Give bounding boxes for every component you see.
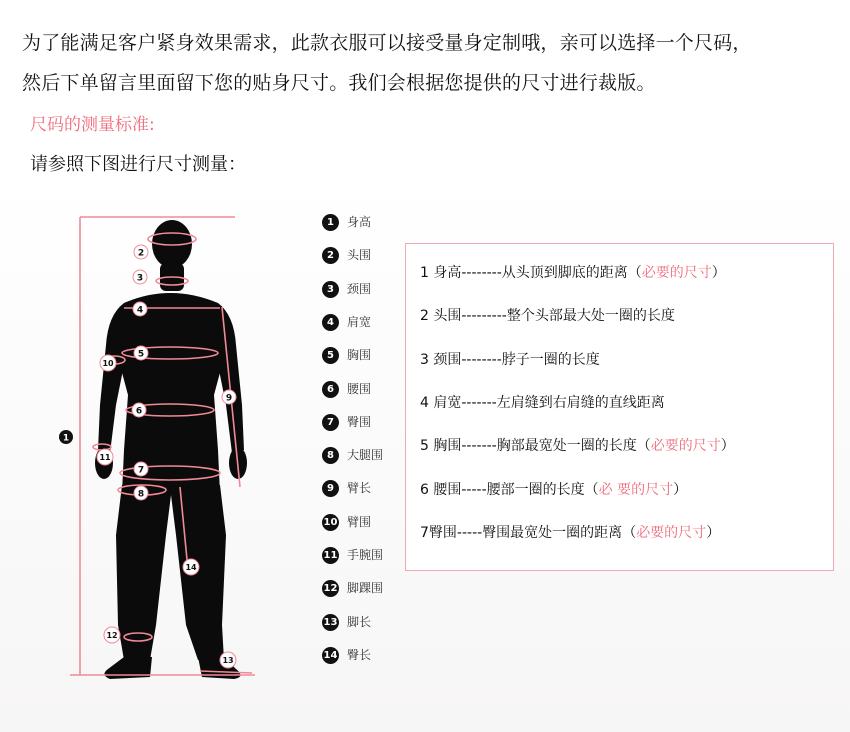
svg-text:14: 14 xyxy=(185,563,197,572)
definition-row xyxy=(420,305,675,325)
required-note: 必要的尺寸 xyxy=(636,524,707,541)
legend-number-badge: 14 xyxy=(322,647,339,664)
legend-item xyxy=(322,579,383,599)
required-open-paren: （ xyxy=(636,438,651,455)
required-close-paren: ） xyxy=(720,438,735,455)
svg-text:10: 10 xyxy=(102,359,114,368)
required-close-paren: ） xyxy=(706,524,721,541)
legend-label: 头围 xyxy=(347,248,372,263)
svg-text:4: 4 xyxy=(136,305,144,316)
svg-text:12: 12 xyxy=(106,631,118,640)
legend-item xyxy=(322,380,371,400)
legend-number-badge: 1 xyxy=(322,214,339,231)
required-note: 必 要的尺寸 xyxy=(598,481,674,498)
legend-item xyxy=(322,513,371,533)
definition-dashes: ----- xyxy=(456,524,483,541)
measure-standard-label: 尺码的测量标准: xyxy=(30,115,155,135)
reference-note: 请参照下图进行尺寸测量： xyxy=(30,154,246,175)
legend-number-badge: 11 xyxy=(322,547,339,564)
legend-label: 手腕围 xyxy=(347,548,384,562)
definition-dashes: --------- xyxy=(461,308,507,325)
definition-text: 整个头部最大处一圈的长度 xyxy=(506,308,675,325)
legend-label: 臂围 xyxy=(347,514,372,529)
definition-text: 胸部最宽处一圈的长度 xyxy=(496,438,637,455)
required-note: 必要的尺寸 xyxy=(641,265,712,281)
definition-text: 腰部一圈的长度 xyxy=(486,481,585,498)
legend-label: 臀围 xyxy=(347,414,372,429)
definition-term: 3 颈围 xyxy=(420,351,462,368)
definition-dashes: -------- xyxy=(461,351,502,368)
required-open-paren: （ xyxy=(622,524,637,541)
legend-label: 身高 xyxy=(347,215,372,229)
legend-item xyxy=(322,313,371,333)
definition-dashes: ----- xyxy=(461,481,487,498)
svg-text:11: 11 xyxy=(99,453,111,462)
legend-item xyxy=(322,246,371,266)
definition-text: 从头顶到脚底的距离 xyxy=(501,265,628,281)
legend-label: 颈围 xyxy=(347,281,372,296)
definition-term: 2 头围 xyxy=(420,308,462,325)
legend-label: 臀长 xyxy=(347,647,372,662)
svg-text:9: 9 xyxy=(225,393,233,404)
definition-row xyxy=(420,435,735,455)
legend-item xyxy=(322,479,371,499)
required-note: 必要的尺寸 xyxy=(650,438,721,455)
definition-term: 7臀围 xyxy=(420,524,457,541)
legend-number-badge: 9 xyxy=(322,480,339,497)
required-open-paren: （ xyxy=(584,481,599,498)
legend-label: 肩宽 xyxy=(347,314,372,329)
legend-item xyxy=(322,213,371,233)
intro-line-1: 为了能满足客户紧身效果需求，此款衣服可以接受量身定制哦，亲可以选择一个尺码， xyxy=(22,32,752,54)
body-measurement-figure xyxy=(40,205,280,695)
svg-text:8: 8 xyxy=(137,489,145,500)
legend-item xyxy=(322,346,371,366)
legend-label: 脚踝围 xyxy=(347,581,384,596)
legend-number-badge: 10 xyxy=(322,514,339,531)
legend-item xyxy=(322,413,371,433)
legend-item xyxy=(322,646,371,666)
definition-row xyxy=(420,479,687,499)
body-silhouette xyxy=(95,220,247,679)
definition-dashes: ------- xyxy=(461,438,497,455)
definition-dashes: ------- xyxy=(461,394,497,411)
definition-term: 6 腰围 xyxy=(420,481,462,498)
legend-item xyxy=(322,546,383,566)
legend-number-badge: 12 xyxy=(322,580,339,597)
legend-number-badge: 8 xyxy=(322,447,339,464)
required-open-paren: （ xyxy=(627,265,642,281)
definition-term: 1 身高 xyxy=(420,265,462,281)
legend-number-badge: 3 xyxy=(322,281,339,298)
svg-text:2: 2 xyxy=(137,248,145,259)
definition-row xyxy=(420,262,726,282)
required-close-paren: ） xyxy=(673,481,688,498)
svg-text:7: 7 xyxy=(137,465,145,476)
legend-number-badge: 7 xyxy=(322,414,339,431)
required-close-paren: ） xyxy=(711,265,726,281)
legend-label: 腰围 xyxy=(347,381,372,396)
definition-dashes: -------- xyxy=(461,265,502,281)
svg-text:5: 5 xyxy=(137,349,145,360)
legend-label: 臂长 xyxy=(347,481,372,496)
legend-number-badge: 6 xyxy=(322,381,339,398)
legend-label: 脚长 xyxy=(347,614,372,629)
legend-number-badge: 13 xyxy=(322,614,339,631)
legend-label: 大腿围 xyxy=(347,448,384,463)
definition-term: 4 肩宽 xyxy=(420,394,462,411)
definition-row xyxy=(420,392,665,412)
svg-text:6: 6 xyxy=(135,406,143,417)
definitions-box xyxy=(405,243,834,571)
legend-label: 胸围 xyxy=(347,348,372,363)
svg-text:1: 1 xyxy=(62,433,70,444)
definition-row xyxy=(420,349,600,369)
definition-row xyxy=(420,522,720,542)
legend-item xyxy=(322,446,383,466)
definition-text: 左肩缝到右肩缝的直线距离 xyxy=(496,394,665,411)
legend-item xyxy=(322,613,371,633)
intro-line-2: 然后下单留言里面留下您的贴身尺寸。我们会根据您提供的尺寸进行裁版。 xyxy=(22,72,656,94)
legend-item xyxy=(322,280,371,300)
legend-number-badge: 5 xyxy=(322,347,339,364)
legend-number-badge: 2 xyxy=(322,247,339,264)
svg-text:13: 13 xyxy=(222,656,234,665)
legend-number-badge: 4 xyxy=(322,314,339,331)
definition-term: 5 胸围 xyxy=(420,438,462,455)
definition-text: 脖子一圈的长度 xyxy=(501,351,600,368)
definition-text: 臀围最宽处一圈的距离 xyxy=(482,524,623,541)
svg-text:3: 3 xyxy=(136,273,144,284)
